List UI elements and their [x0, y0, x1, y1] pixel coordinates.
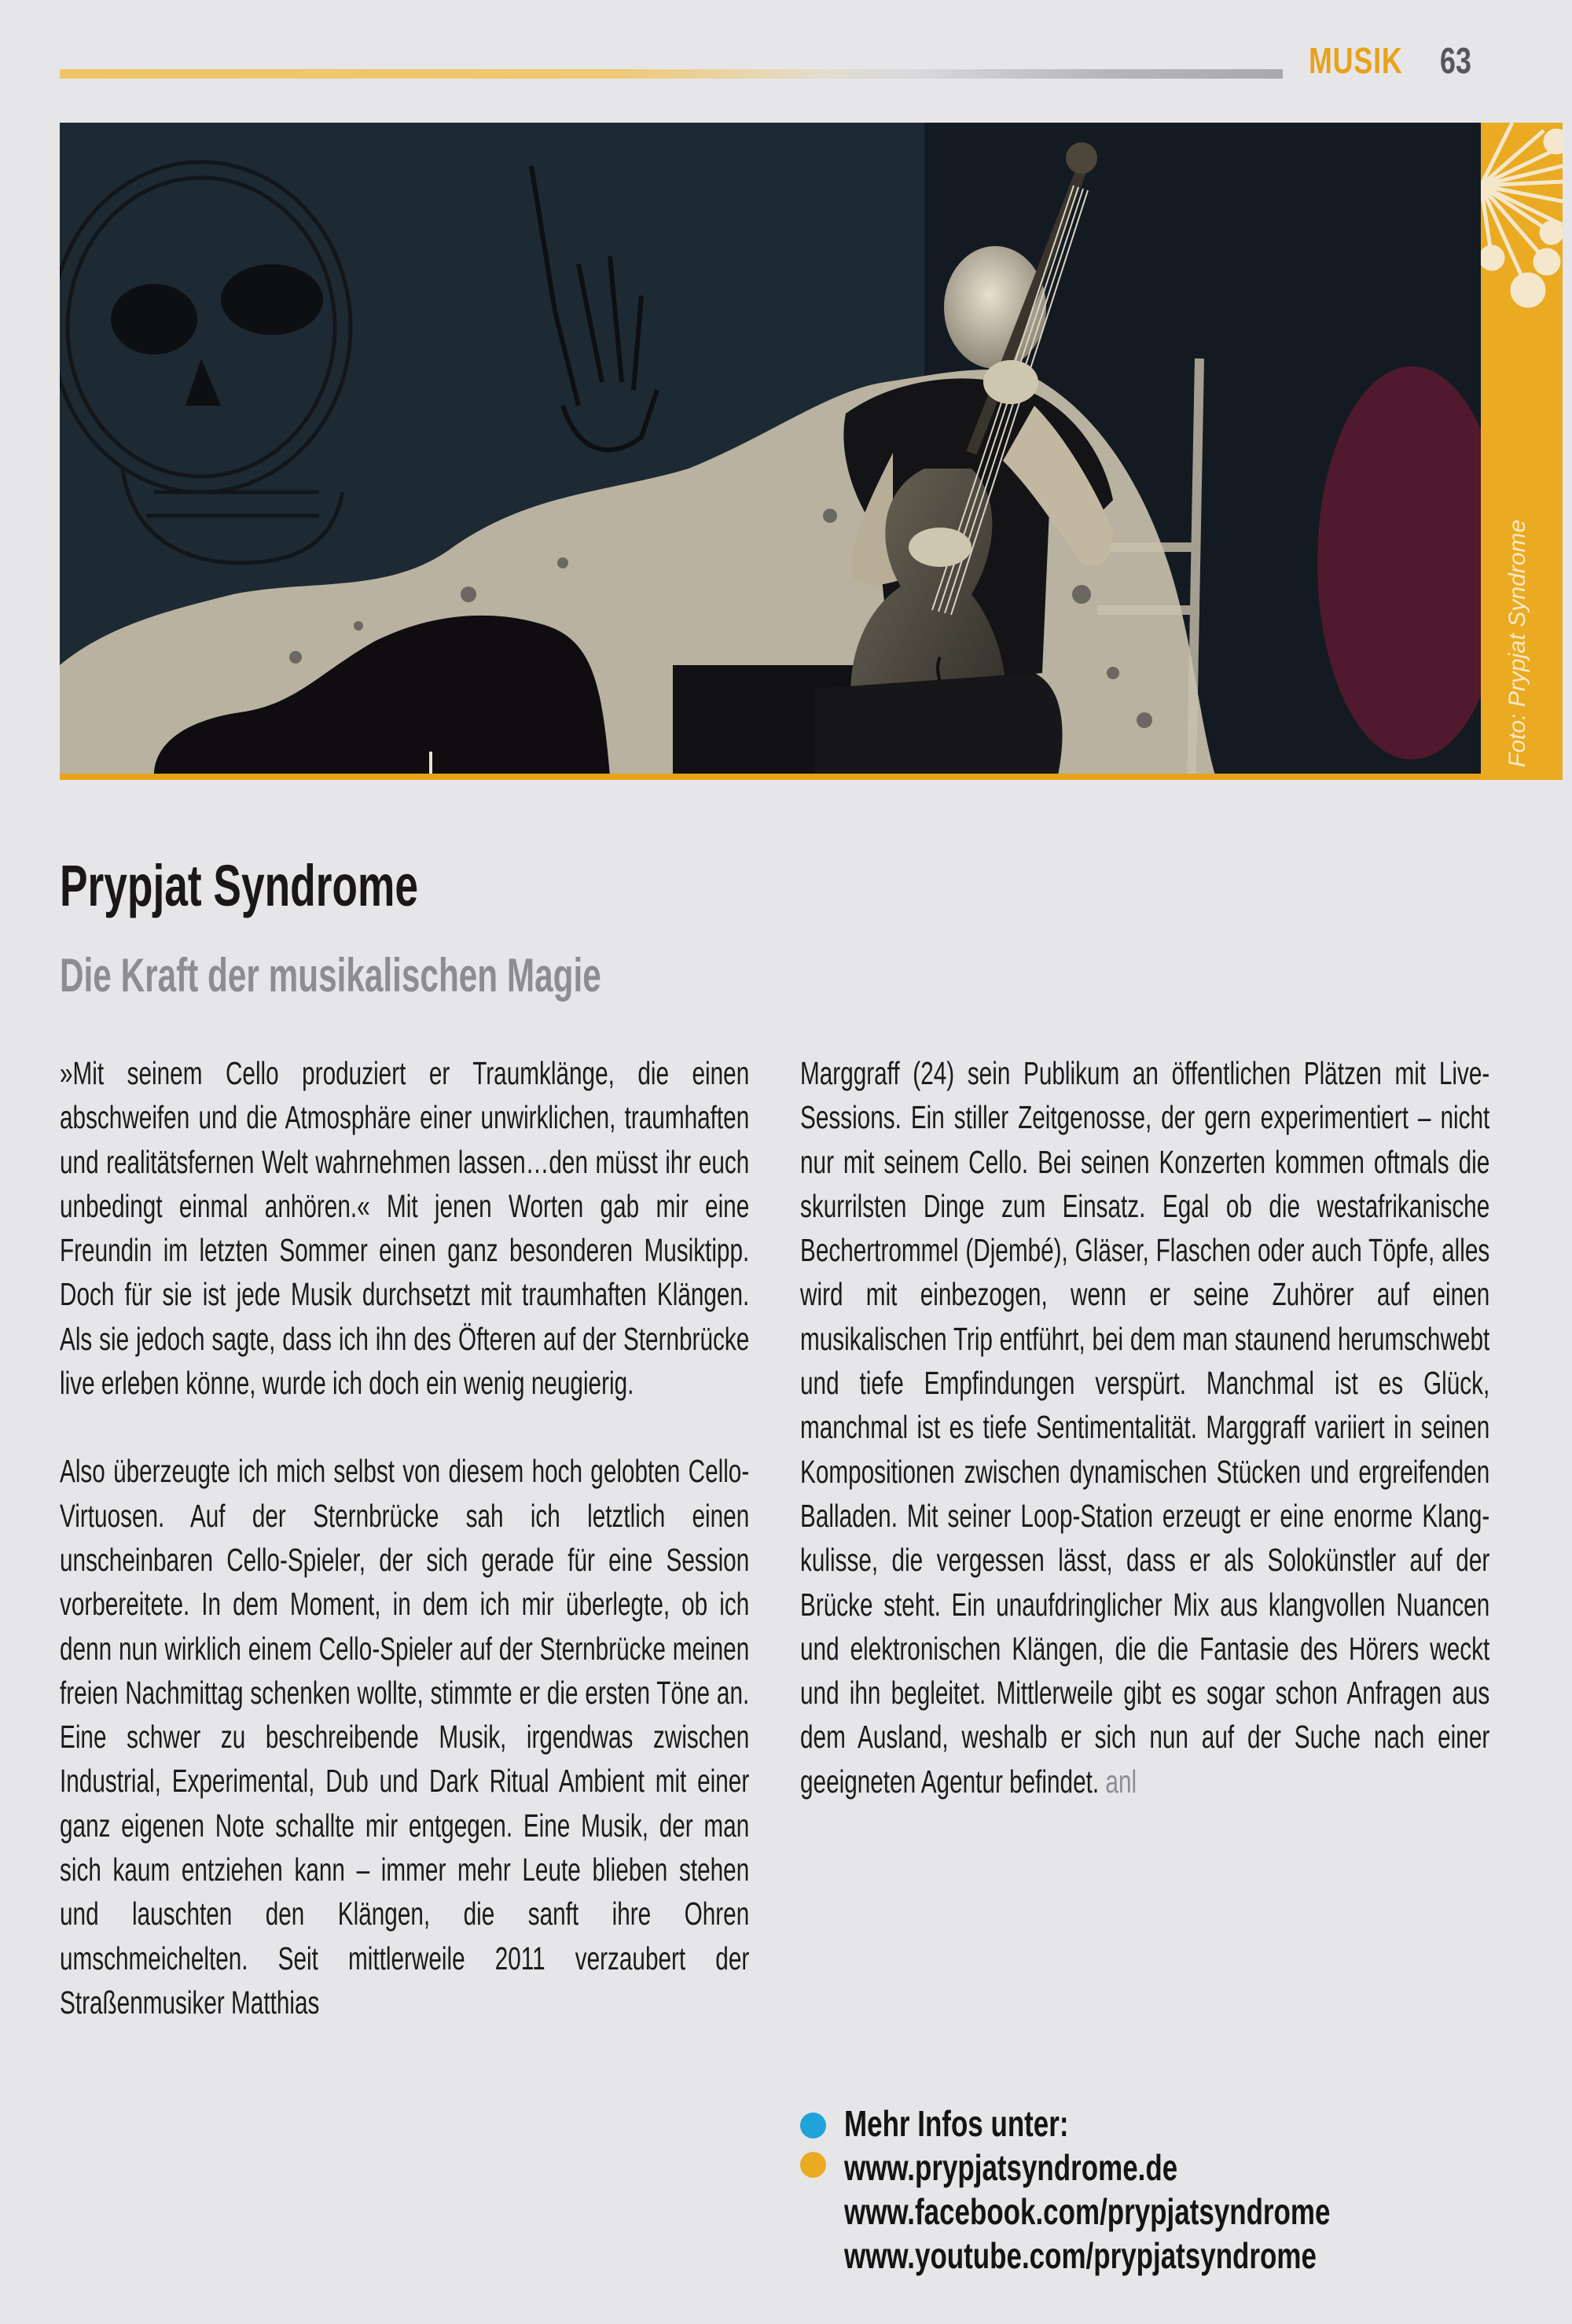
website-link[interactable]: www.prypjatsyndrome.de	[844, 2147, 1178, 2188]
paragraph-text: Marggraff (24) sein Publikum an öffentlichen Plätzen mit Live-Sessions. Ein stiller Zeitgenosse, der gern experimentiert – nicht nur mit seinem Cello. Bei seinen Konzerten kommen oftmals die skurrilsten Dinge zum Einsatz. Egal ob die westafrikanische Bechertrommel (Djembé), Gläser, Flaschen oder auch Töpfe, alles wird mit einbezogen, wenn er seine Zuhörer auf einen musikalischen Trip entführt, bei dem man staunend herumschwebt und tiefe Empfindungen verspürt. Manchmal ist es Glück, manchmal ist es tiefe Sentimentalität. Marggraff variiert in seinen Kompositionen zwischen dynamischen Stücken und ergreifenden Balladen. Mit seiner Loop-Station erzeugt er eine enorme Klangkulisse, die vergessen lässt, dass er als Solokünstler auf der Brücke steht. Ein unaufdringlicher Mix aus klangvollen Nuancen und elektronischen Klängen, die die Fantasie des Hörers weckt und ihn begleitet. Mittlerweile gibt es sogar schon Anfragen aus dem Ausland, weshalb er sich nun auf der Suche nach einer geeigneten Agentur befindet.	[800, 1055, 1490, 1800]
page-number: 63	[1440, 40, 1471, 81]
article-subtitle: Die Kraft der musikalischen Magie	[60, 949, 601, 1002]
info-heading: Mehr Infos unter:	[844, 2103, 1069, 2144]
photo-bottom-rule	[60, 774, 1481, 780]
article-title: Prypjat Syndrome	[60, 853, 418, 918]
paragraph: Also überzeugte ich mich selbst von diesem hoch gelobten Cello-Virtuosen. Auf der Sternbrücke sah ich letztlich einen unscheinbaren Cello-Spieler, der sich gerade für eine Session vorbereitete. In dem Moment, in dem ich mir überlegte, ob ich denn nun wirklich einem Cello-Spieler auf der Sternbrücke meinen freien Nachmittag schenken wollte, stimmte er die ersten Töne an. Eine schwer zu beschreibende Musik, irgendwas zwischen Industrial, Experimental, Dub und Dark Ritual Ambient mit einer ganz eigenen Note schallte mir entgegen. Eine Musik, der man sich kaum entziehen kann – immer mehr Leute blieben stehen und lauschten den Klängen, die sanft ihre Ohren umschmeichelten. Seit mittlerweile 2011 verzaubert der Straßenmusiker Matthias	[60, 1453, 750, 2021]
section-label: MUSIK	[1309, 40, 1403, 81]
paragraph: »Mit seinem Cello produziert er Traumklänge, die einen abschweifen und die Atmosphäre einer unwirklichen, traumhaften und realitätsfernen Welt wahrnehmen lassen…den müsst ihr euch unbedingt einmal anhören.« Mit jenen Worten gab mir eine Freundin im letzten Sommer einen ganz besonderen Musiktipp. Doch für sie ist jede Musik durchsetzt mit traumhaften Klängen. Als sie jedoch sagte, dass ich ihn des Öfteren auf der Sternbrücke live erleben könne, wurde ich doch ein wenig neugierig.	[60, 1055, 750, 1402]
article-column-right	[800, 1051, 1489, 1804]
paragraph	[800, 1051, 1489, 1804]
author-initials: anl	[1105, 1763, 1137, 1800]
orange-bullet-icon	[800, 2152, 826, 2178]
header-rule	[60, 69, 1283, 79]
blue-bullet-icon	[800, 2113, 826, 2138]
article-column-left	[60, 1051, 749, 2024]
photo-illustration	[60, 123, 1481, 775]
article-photo	[60, 123, 1481, 775]
facebook-link[interactable]: www.facebook.com/prypjatsyndrome	[844, 2191, 1331, 2232]
youtube-link[interactable]: www.youtube.com/prypjatsyndrome	[844, 2235, 1317, 2276]
photo-credit: Foto: Prypjat Syndrome	[1504, 519, 1530, 767]
